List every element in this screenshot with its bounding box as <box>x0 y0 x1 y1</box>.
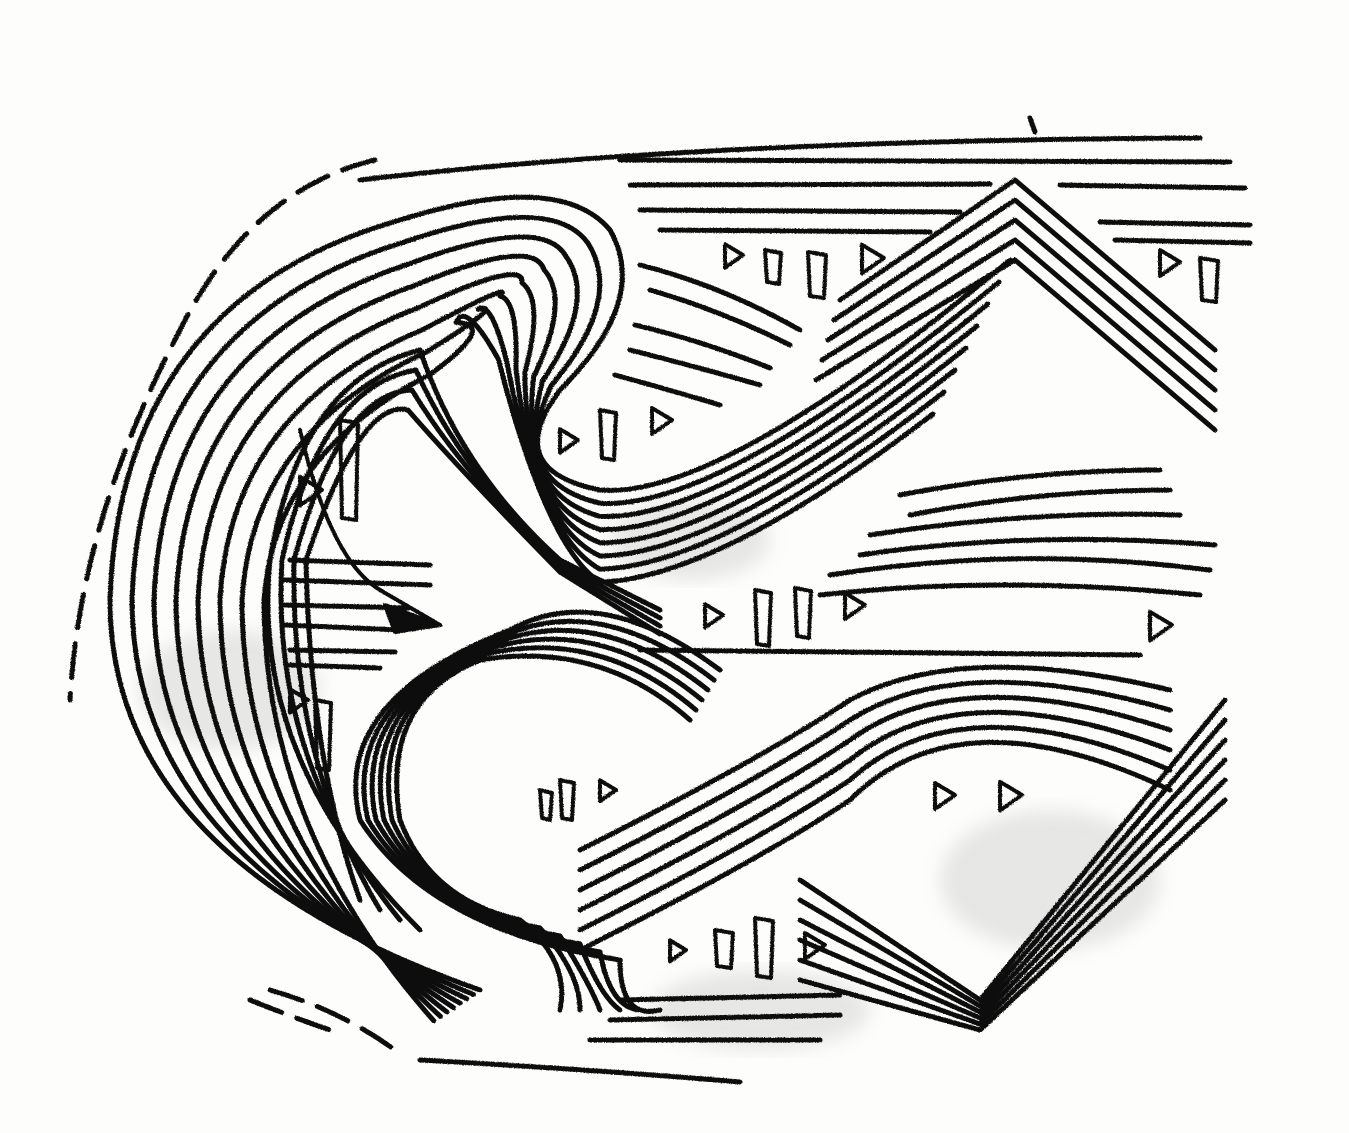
bar-motif <box>715 930 733 968</box>
lower-scroll-band <box>397 656 690 1010</box>
upper-scroll-bands <box>110 197 1010 1021</box>
triangle-motif <box>725 244 743 267</box>
triangle-motif <box>600 780 616 801</box>
bar-motif <box>600 410 616 460</box>
hatch <box>870 514 1180 535</box>
hatch <box>615 375 720 405</box>
hatch <box>860 539 1215 555</box>
hatch <box>910 490 1170 515</box>
bar-motif <box>1200 258 1218 302</box>
hatch <box>640 265 800 330</box>
hatch <box>290 560 430 565</box>
bar-motif <box>560 780 574 820</box>
hatch <box>420 1060 740 1082</box>
triangle-motif <box>652 408 672 434</box>
triangle-motif <box>845 593 865 619</box>
bar-motif <box>755 590 771 646</box>
border-line <box>620 160 1230 162</box>
bar-motif <box>540 790 552 820</box>
hatch <box>635 325 770 368</box>
border-line <box>1030 118 1035 132</box>
triangle-motif <box>935 783 955 809</box>
lower-scroll-band <box>372 630 708 1010</box>
hatch <box>290 665 380 668</box>
border-line <box>1100 222 1250 225</box>
bar-motif <box>755 918 773 978</box>
triangle-motif <box>1150 612 1172 641</box>
hatch <box>290 650 395 652</box>
triangle-motif <box>1160 250 1180 276</box>
lower-scroll-band <box>388 648 696 1010</box>
border-line <box>1060 185 1245 188</box>
border-line <box>1115 240 1250 243</box>
dashed-arc <box>270 990 395 1050</box>
triangle-motif <box>1000 782 1022 811</box>
border-line <box>640 210 960 212</box>
hatch <box>285 625 400 630</box>
bar-motif <box>765 250 781 284</box>
triangle-motif <box>670 940 686 961</box>
top-border-lines <box>360 118 1250 243</box>
bar-motif <box>795 588 811 638</box>
triangle-motif <box>560 429 578 452</box>
border-line <box>630 184 990 185</box>
border-line <box>660 230 930 232</box>
scroll-band <box>110 197 1010 990</box>
hatch <box>830 559 1210 575</box>
hatch <box>640 650 1140 655</box>
triangle-motif <box>705 604 723 627</box>
bar-motif <box>808 252 826 298</box>
hatch <box>820 585 1200 595</box>
